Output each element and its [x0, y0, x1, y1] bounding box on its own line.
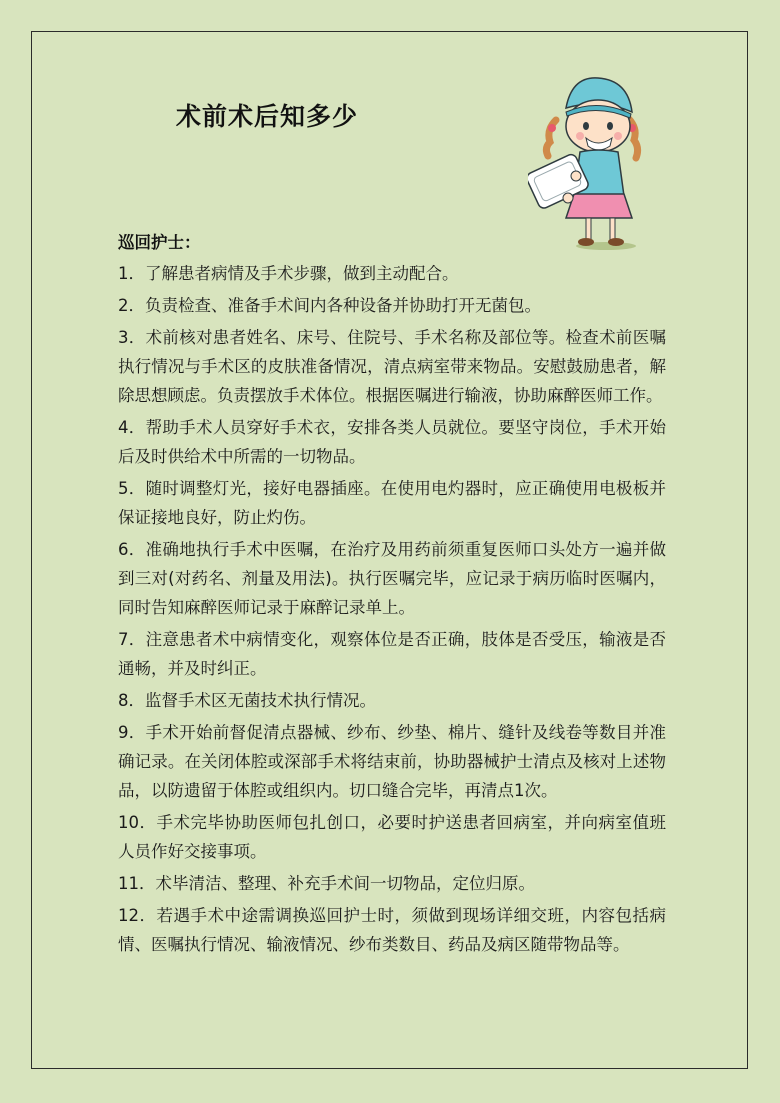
- list-item: 3．术前核对患者姓名、床号、住院号、手术名称及部位等。检查术前医嘱执行情况与手术区的皮肤准备情况，清点病室带来物品。安慰鼓励患者，解除思想顾虑。负责摆放手术体位。根据医嘱进行输液，协助麻醉医师工作。: [118, 328, 666, 405]
- duty-list: [118, 259, 666, 962]
- list-item: 8．监督手术区无菌技术执行情况。: [118, 691, 376, 710]
- section-heading: 巡回护士：: [118, 233, 201, 252]
- page-title: 术前术后知多少: [176, 102, 359, 131]
- list-item: 1．了解患者病情及手术步骤，做到主动配合。: [118, 264, 459, 283]
- list-item: 12．若遇手术中途需调换巡回护士时，须做到现场详细交班，内容包括病情、医嘱执行情况、输液情况、纱布类数目、药品及病区随带物品等。: [118, 906, 666, 954]
- list-item: 5．随时调整灯光，接好电器插座。在使用电灼器时，应正确使用电极板并保证接地良好，防止灼伤。: [118, 479, 666, 527]
- list-item: 6．准确地执行手术中医嘱，在治疗及用药前须重复医师口头处方一遍并做到三对(对药名、剂量及用法)。执行医嘱完毕，应记录于病历临时医嘱内，同时告知麻醉医师记录于麻醉记录单上。: [118, 540, 666, 617]
- list-item: 11．术毕清洁、整理、补充手术间一切物品，定位归原。: [118, 874, 535, 893]
- list-item: 4．帮助手术人员穿好手术衣，安排各类人员就位。要坚守岗位，手术开始后及时供给术中所需的一切物品。: [118, 418, 666, 466]
- list-item: 9．手术开始前督促清点器械、纱布、纱垫、棉片、缝针及线卷等数目并准确记录。在关闭体腔或深部手术将结束前，协助器械护士清点及核对上述物品，以防遗留于体腔或组织内。切口缝合完毕，再清点1次。: [118, 723, 666, 800]
- list-item: 7．注意患者术中病情变化，观察体位是否正确，肢体是否受压，输液是否通畅，并及时纠正。: [118, 630, 666, 678]
- nurse-illustration: [528, 68, 648, 258]
- list-item: 10．手术完毕协助医师包扎创口，必要时护送患者回病室，并向病室值班人员作好交接事项。: [118, 813, 666, 861]
- list-item: 2．负责检查、准备手术间内各种设备并协助打开无菌包。: [118, 296, 541, 315]
